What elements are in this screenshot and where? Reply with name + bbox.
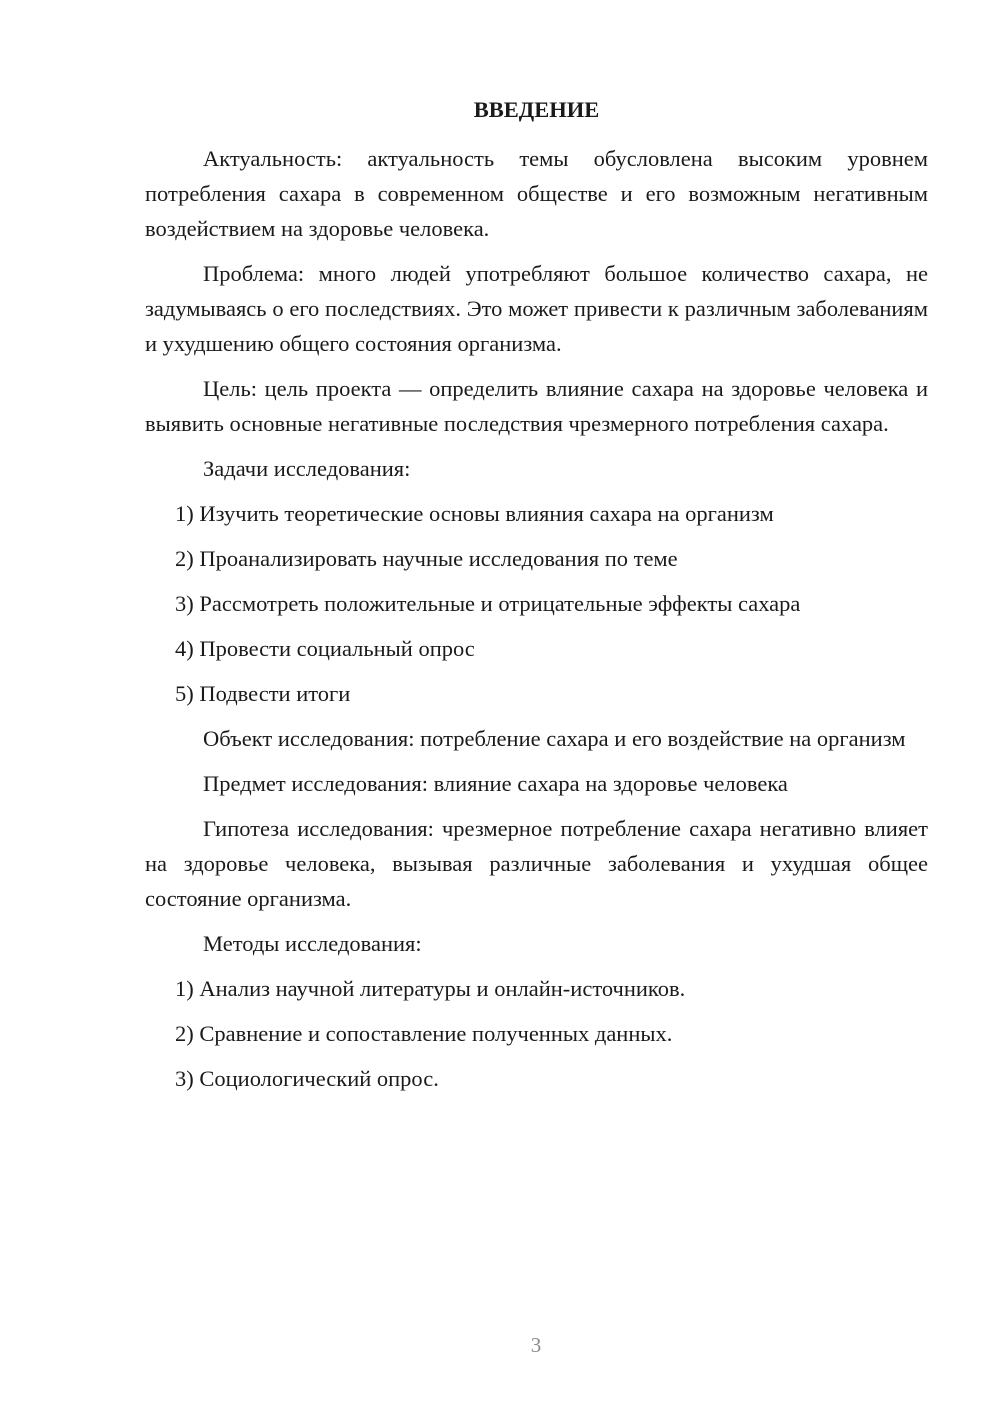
goal-paragraph: Цель: цель проекта — определить влияние сахара на здоровье человека и выявить основные негативные последствия чрезмерного потребления сахара. — [145, 376, 928, 436]
task-item-5: 5) Подвести итоги — [175, 681, 351, 706]
task-item-4: 4) Провести социальный опрос — [175, 636, 475, 661]
object-paragraph: Объект исследования: потребление сахара и его воздействие на организм — [203, 726, 906, 751]
method-item-3: 3) Социологический опрос. — [175, 1066, 439, 1091]
hypothesis-paragraph: Гипотеза исследования: чрезмерное потребление сахара негативно влияет на здоровье человека, вызывая различные заболевания и ухудшая общее состояние организма. — [145, 816, 928, 911]
method-item-2: 2) Сравнение и сопоставление полученных данных. — [175, 1021, 673, 1046]
section-title: ВВЕДЕНИЕ — [473, 97, 600, 122]
task-item-1: 1) Изучить теоретические основы влияния сахара на организм — [175, 501, 774, 526]
subject-paragraph: Предмет исследования: влияние сахара на здоровье человека — [203, 771, 788, 796]
task-item-2: 2) Проанализировать научные исследования по теме — [175, 546, 678, 571]
method-item-1: 1) Анализ научной литературы и онлайн-источников. — [175, 976, 686, 1001]
problem-paragraph: Проблема: много людей употребляют большое количество сахара, не задумываясь о его последствиях. Это может привести к различным заболеваниям и ухудшению общего состояния организма. — [145, 261, 928, 356]
task-item-3: 3) Рассмотреть положительные и отрицательные эффекты сахара — [175, 591, 801, 616]
page-content — [145, 92, 928, 1106]
relevance-paragraph: Актуальность: актуальность темы обусловлена высоким уровнем потребления сахара в современном обществе и его возможным негативным воздействием на здоровье человека. — [145, 146, 928, 241]
tasks-heading: Задачи исследования: — [203, 456, 411, 481]
methods-heading: Методы исследования: — [203, 931, 422, 956]
page-number: 3 — [530, 1333, 542, 1357]
